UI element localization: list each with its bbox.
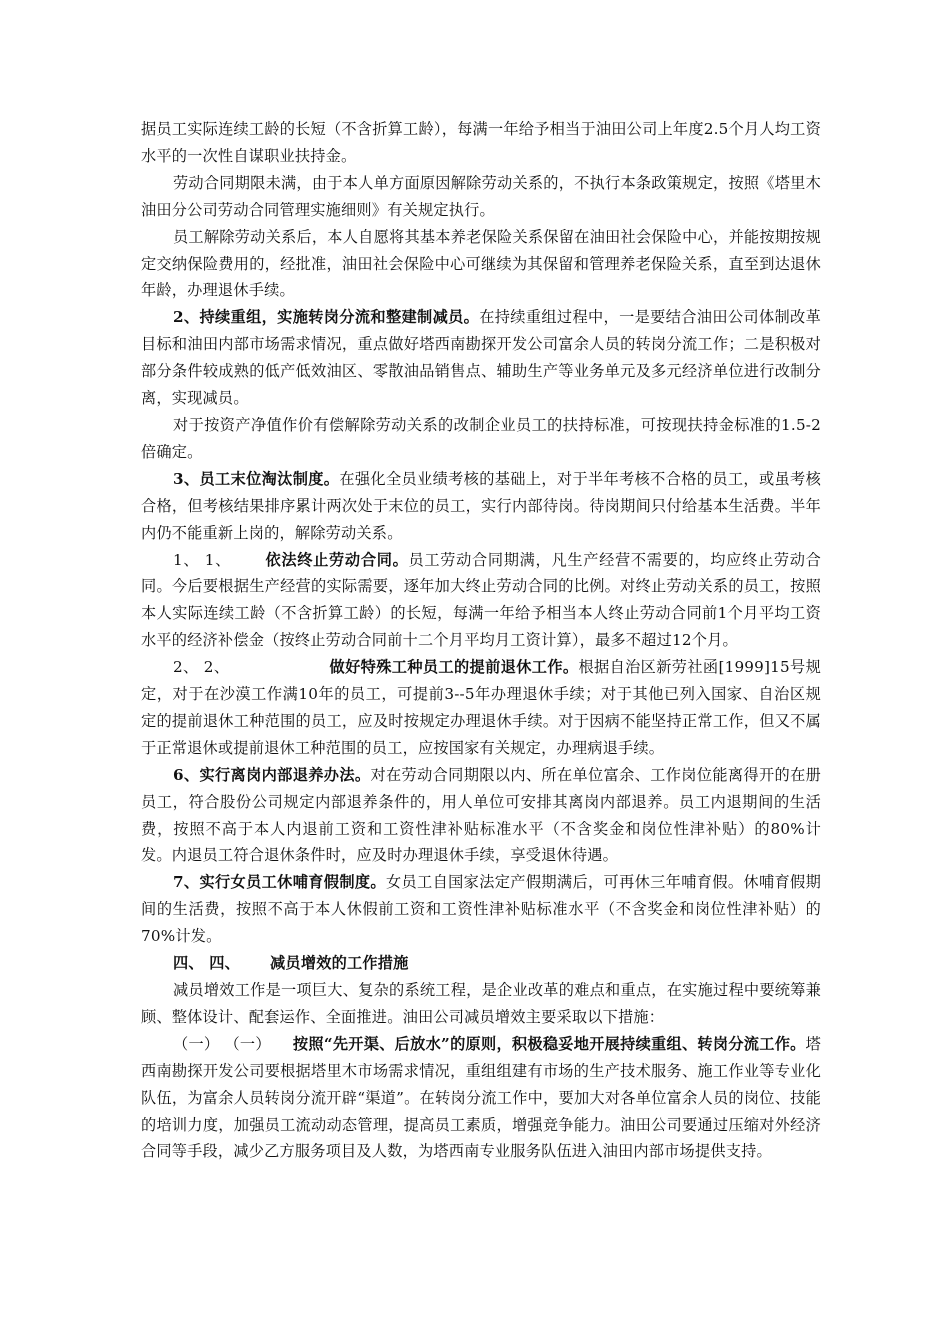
paragraph-7 bbox=[141, 547, 821, 655]
paragraph-7-body: 员工劳动合同期满，凡生产经营不需要的，均应终止劳动合同。今后要根据生产经营的实际需要，逐年加大终止劳动合同的比例。对终止劳动关系的员工，按照本人实际连续工龄（不含折算工龄）的长短，每满一年给予相当本人终止劳动合同前1个月平均工资水平的经济补偿金（按终止劳动合同前十二个月平均月工资计算），最多不超过12个月。 bbox=[141, 550, 821, 650]
paragraph-4-body: 在持续重组过程中，一是要结合油田公司体制改革目标和油田内部市场需求情况，重点做好塔西南勘探开发公司富余人员的转岗分流工作；二是积极对部分条件较成熟的低产低效油区、零散油品销售点、辅助生产等业务单元及多元经济单位进行改制分离，实现减员。 bbox=[141, 308, 821, 408]
paragraph-9-body: 对在劳动合同期限以内、所在单位富余、工作岗位能离得开的在册员工，符合股份公司规定内部退养条件的，用人单位可安排其离岗内部退养。员工内退期间的生活费，按照不高于本人内退前工资和工资性津补贴标准水平（不含奖金和岗位性津补贴）的80%计发。内退员工符合退休条件时，应及时办理退休手续，享受退休待遇。 bbox=[141, 765, 821, 865]
document-page bbox=[141, 116, 821, 1165]
paragraph-9-heading: 6、实行离岗内部退养办法。 bbox=[173, 765, 371, 784]
section-heading-4 bbox=[141, 950, 821, 977]
paragraph-4 bbox=[141, 304, 821, 412]
paragraph-10-heading: 7、实行女员工休哺育假制度。 bbox=[173, 873, 386, 892]
paragraph-8 bbox=[141, 654, 821, 762]
paragraph-1: 据员工实际连续工龄的长短（不含折算工龄），每满一年给予相当于油田公司上年度2.5个月人均工资水平的一次性自谋职业扶持金。 bbox=[141, 120, 821, 165]
paragraph-8-heading: 做好特殊工种员工的提前退休工作。 bbox=[329, 658, 579, 677]
paragraph-4-heading: 2、持续重组，实施转岗分流和整建制减员。 bbox=[173, 308, 480, 327]
paragraph-10-body: 女员工自国家法定产假期满后，可再休三年哺育假。休哺育假期间的生活费，按照不高于本人休假前工资和工资性津补贴标准水平（不含奖金和岗位性津补贴）的70%计发。 bbox=[141, 873, 821, 946]
paragraph-10 bbox=[141, 869, 821, 950]
section-heading-4-number: 四、 四、 bbox=[173, 954, 241, 973]
paragraph-5: 对于按资产净值作价有偿解除劳动关系的改制企业员工的扶持标准，可按现扶持金标准的1.5-2倍确定。 bbox=[141, 415, 821, 461]
paragraph-3: 员工解除劳动关系后，本人自愿将其基本养老保险关系保留在油田社会保险中心，并能按期按规定交纳保险费用的，经批准，油田社会保险中心可继续为其保留和管理养老保险关系，直至到达退休年龄，办理退休手续。 bbox=[141, 227, 821, 300]
paragraph-2: 劳动合同期限未满，由于本人单方面原因解除劳动关系的，不执行本条政策规定，按照《塔里木油田分公司劳动合同管理实施细则》有关规定执行。 bbox=[141, 173, 821, 219]
paragraph-12-heading: 按照“先开渠、后放水”的原则，积极稳妥地开展持续重组、转岗分流工作。 bbox=[292, 1034, 806, 1053]
paragraph-6-body: 在强化全员业绩考核的基础上，对于半年考核不合格的员工，或虽考核合格，但考核结果排序累计两次处于末位的员工，实行内部待岗。待岗期间只付给基本生活费。半年内仍不能重新上岗的，解除劳动关系。 bbox=[141, 469, 821, 542]
paragraph-8-body: 根据自治区新劳社函[1999]15号规定，对于在沙漠工作满10年的员工，可提前3--5年办理退休手续；对于其他已列入国家、自治区规定的提前退休工种范围的员工，应及时按规定办理退休手续。对于因病不能坚持正常工作，但又不属于正常退休或提前退休工种范围的员工，应按国家有关规定，办理病退手续。 bbox=[141, 658, 821, 757]
paragraph-12-body: 塔西南勘探开发公司要根据塔里木市场需求情况，重组组建有市场的生产技术服务、施工作业等专业化队伍，为富余人员转岗分流开辟“渠道”。在转岗分流工作中，要加大对各单位富余人员的岗位、技能的培训力度，加强员工流动动态管理，提高员工素质，增强竞争能力。油田公司要通过压缩对外经济合同等手段，减少乙方服务项目及人数，为塔西南专业服务队伍进入油田内部市场提供支持。 bbox=[141, 1034, 821, 1161]
section-heading-4-title: 减员增效的工作措施 bbox=[270, 954, 409, 973]
paragraph-11: 减员增效工作是一项巨大、复杂的系统工程，是企业改革的难点和重点，在实施过程中要统筹兼顾、整体设计、配套运作、全面推进。油田公司减员增效主要采取以下措施： bbox=[141, 981, 821, 1026]
paragraph-6 bbox=[141, 466, 821, 547]
paragraph-7-number: 1、 1、 bbox=[173, 550, 232, 569]
paragraph-12-number: （一） （一） bbox=[173, 1034, 271, 1053]
paragraph-6-heading: 3、员工末位淘汰制度。 bbox=[173, 469, 340, 488]
paragraph-8-number: 2、 2、 bbox=[173, 658, 230, 677]
paragraph-12 bbox=[141, 1031, 821, 1166]
paragraph-9 bbox=[141, 762, 821, 870]
paragraph-7-heading: 依法终止劳动合同。 bbox=[265, 550, 409, 569]
